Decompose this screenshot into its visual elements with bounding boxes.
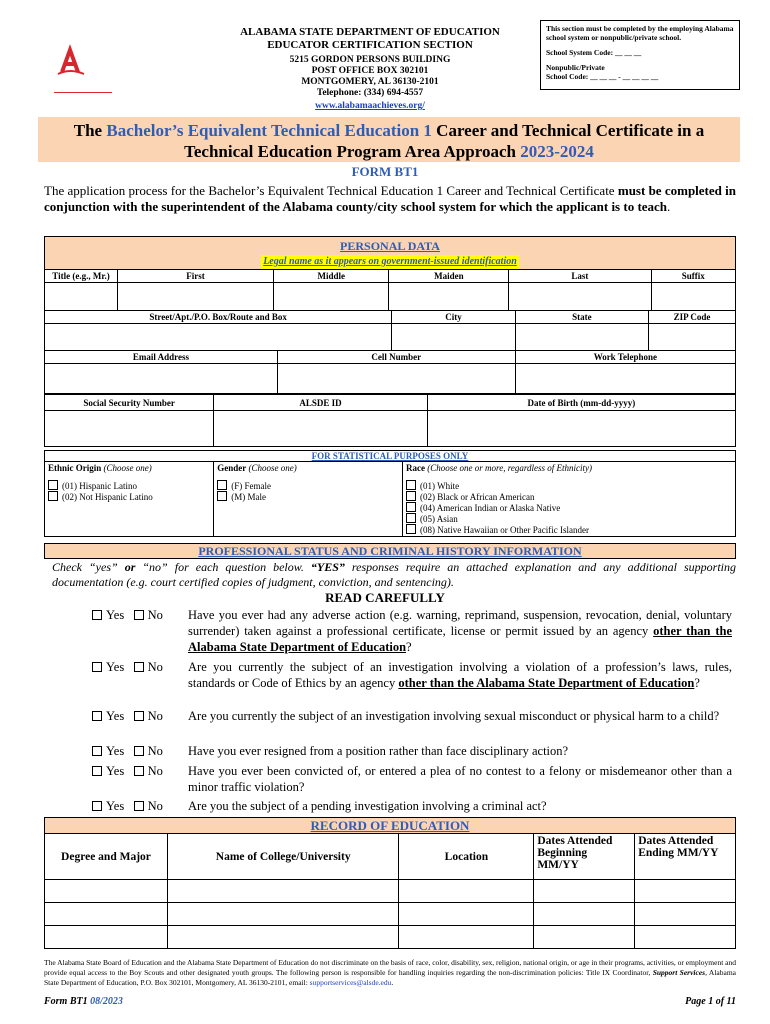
- gender-opt-m-label: (M) Male: [231, 491, 266, 502]
- professional-heading: PROFESSIONAL STATUS AND CRIMINAL HISTORY INFORMATION: [44, 543, 736, 559]
- q2-part-c: ?: [694, 676, 700, 690]
- col-alsde-id: ALSDE ID: [214, 395, 427, 411]
- race-opt-01-label: (01) White: [420, 480, 460, 491]
- first-field[interactable]: [118, 283, 274, 311]
- q5-text: Have you ever been convicted of, or entered a plea of no contest to a felony or misdemeanor other than a minor traffic violation?: [188, 764, 732, 794]
- ethnic-opt-02-label: (02) Not Hispanic Latino: [62, 491, 153, 502]
- edu-degree-3[interactable]: [45, 926, 168, 949]
- edu-location-1[interactable]: [399, 880, 534, 903]
- race-label: [403, 462, 736, 476]
- yes-label: Yes: [106, 799, 125, 813]
- title-black: Career and Technical Certificate in a Technical Education Program Area Approach: [184, 121, 705, 161]
- section-name: EDUCATOR CERTIFICATION SECTION: [267, 39, 473, 51]
- race-hint: (Choose one or more, regardless of Ethnicity): [427, 463, 593, 473]
- edu-end-2[interactable]: [635, 903, 736, 926]
- footer-form-id: Form BT1: [44, 996, 88, 1007]
- checkbox-icon[interactable]: [406, 502, 416, 512]
- col-dob: Date of Birth (mm-dd-yyyy): [427, 395, 735, 411]
- intro-normal: The application process for the Bachelor’s Equivalent Technical Education 1 Career and Technical Certificate: [44, 183, 615, 198]
- checkbox-icon[interactable]: [92, 746, 102, 756]
- ethnic-hint: (Choose one): [103, 463, 152, 473]
- checkbox-icon[interactable]: [134, 746, 144, 756]
- legal-name-note: Legal name as it appears on government-issued identification: [263, 256, 517, 267]
- race-opt-01[interactable]: [406, 480, 732, 491]
- intro-end: .: [667, 199, 671, 214]
- gender-hint: (Choose one): [248, 463, 297, 473]
- race-opt-05[interactable]: [406, 513, 732, 524]
- zip-field[interactable]: [649, 324, 736, 351]
- personal-data-heading: [44, 236, 736, 270]
- q3-yes-no: [92, 708, 188, 724]
- footer-text-1: The Alabama State Board of Education and the Alabama State Department of Education do not discriminate on the basis of race, color, disability, sex, religion, national origin, or age in their programs, activities, or employment and provide equal access to the Boy Scouts and other designated youth groups. The following person is responsible for handling inquiries regarding the non-discrimination policies: Title IX Coordinator,: [44, 958, 736, 977]
- checkbox-icon[interactable]: [217, 480, 227, 490]
- checkbox-icon[interactable]: [92, 662, 102, 672]
- checkbox-icon[interactable]: [406, 524, 416, 534]
- nondiscrimination-footer: [44, 958, 736, 988]
- q2-part-a: Are you currently the subject of an investigation involving a violation of a profession’s laws, rules, standards or Code of Ethics by an agency: [188, 660, 732, 690]
- col-middle: Middle: [274, 270, 389, 283]
- edu-begin-1[interactable]: [534, 880, 635, 903]
- col-zip: ZIP Code: [649, 311, 736, 324]
- education-table: [44, 833, 736, 949]
- footer-date: 08/2023: [90, 996, 123, 1007]
- edu-begin-2[interactable]: [534, 903, 635, 926]
- gender-label: [214, 462, 403, 476]
- gender-opt-f[interactable]: [217, 480, 399, 491]
- support-email-link[interactable]: supportservices@alsde.edu: [309, 978, 392, 987]
- col-street: Street/Apt./P.O. Box/Route and Box: [45, 311, 392, 324]
- edu-begin-3[interactable]: [534, 926, 635, 949]
- name-table: [44, 269, 736, 311]
- stat-heading: FOR STATISTICAL PURPOSES ONLY: [45, 451, 736, 462]
- yes-label: Yes: [106, 744, 125, 758]
- ethnic-options: [45, 476, 214, 537]
- title-field[interactable]: [45, 283, 118, 311]
- col-state: State: [515, 311, 648, 324]
- footer-support: Support Services: [652, 968, 706, 977]
- middle-field[interactable]: [274, 283, 389, 311]
- edu-location-2[interactable]: [399, 903, 534, 926]
- col-suffix: Suffix: [651, 270, 736, 283]
- checkbox-icon[interactable]: [217, 491, 227, 501]
- street-field[interactable]: [45, 324, 392, 351]
- ethnic-label-text: Ethnic Origin: [48, 463, 102, 473]
- edu-college-1[interactable]: [167, 880, 399, 903]
- edu-degree-1[interactable]: [45, 880, 168, 903]
- col-cell: Cell Number: [277, 351, 515, 364]
- instr-yes: “YES”: [310, 560, 345, 574]
- pobox: POST OFFICE BOX 302101: [311, 66, 429, 76]
- question-4: [92, 743, 732, 759]
- q4-text: Have you ever resigned from a position rather than face disciplinary action?: [188, 744, 569, 758]
- checkbox-icon[interactable]: [92, 711, 102, 721]
- q6-yes-no: [92, 798, 188, 814]
- city-field[interactable]: [392, 324, 516, 351]
- gender-opt-f-label: (F) Female: [231, 480, 271, 491]
- col-ssn: Social Security Number: [45, 395, 214, 411]
- col-title: Title (e.g., Mr.): [45, 270, 118, 283]
- q4-yes-no: [92, 743, 188, 759]
- statistical-table: [44, 450, 736, 537]
- race-opt-05-label: (05) Asian: [420, 513, 458, 524]
- checkbox-icon[interactable]: [92, 610, 102, 620]
- website-link[interactable]: www.alabamaachieves.org/: [315, 101, 425, 111]
- no-label: No: [147, 709, 163, 723]
- q6-text: Are you the subject of a pending investigation involving a criminal act?: [188, 799, 547, 813]
- last-field[interactable]: [509, 283, 651, 311]
- instr-or: or: [124, 560, 136, 574]
- race-opt-04-label: (04) American Indian or Alaska Native: [420, 502, 561, 513]
- checkbox-icon[interactable]: [48, 480, 58, 490]
- yes-label: Yes: [106, 608, 125, 622]
- yes-label: Yes: [106, 660, 125, 674]
- gender-options: [214, 476, 403, 537]
- q5-yes-no: [92, 763, 188, 779]
- system-code[interactable]: School System Code: __ __ __: [546, 48, 642, 57]
- private-label: Nonpublic/Private: [546, 63, 605, 72]
- q2-yes-no: [92, 659, 188, 675]
- read-carefully: READ CAREFULLY: [325, 590, 445, 605]
- checkbox-icon[interactable]: [134, 766, 144, 776]
- form-id: FORM BT1: [351, 164, 419, 179]
- col-email: Email Address: [45, 351, 278, 364]
- no-label: No: [147, 764, 163, 778]
- question-1: [92, 607, 732, 655]
- gender-opt-m[interactable]: [217, 491, 399, 502]
- col-city: City: [392, 311, 516, 324]
- q3-text: Are you currently the subject of an investigation involving sexual misconduct or physical harm to a child?: [188, 709, 720, 723]
- checkbox-icon[interactable]: [92, 766, 102, 776]
- edu-college-3[interactable]: [167, 926, 399, 949]
- checkbox-icon[interactable]: [134, 610, 144, 620]
- checkbox-icon[interactable]: [406, 513, 416, 523]
- footer-text-3: .: [391, 978, 394, 987]
- edu-end-3[interactable]: [635, 926, 736, 949]
- col-end: Dates Attended Ending MM/YY: [635, 834, 736, 880]
- edu-degree-2[interactable]: [45, 903, 168, 926]
- checkbox-icon[interactable]: [406, 480, 416, 490]
- dept-name: ALABAMA STATE DEPARTMENT OF EDUCATION: [240, 26, 500, 38]
- col-worktel: Work Telephone: [515, 351, 735, 364]
- edu-college-2[interactable]: [167, 903, 399, 926]
- no-label: No: [147, 799, 163, 813]
- checkbox-icon[interactable]: [134, 662, 144, 672]
- personal-heading: PERSONAL DATA: [340, 239, 440, 253]
- race-opt-02[interactable]: [406, 491, 732, 502]
- title-blue: Bachelor’s Equivalent Technical Education 1: [106, 121, 432, 140]
- private-code[interactable]: School Code: __ __ __ - __ __ __ __: [546, 72, 659, 81]
- yes-label: Yes: [106, 764, 125, 778]
- checkbox-icon[interactable]: [48, 491, 58, 501]
- col-college: Name of College/University: [167, 834, 399, 880]
- q2-text: [188, 659, 732, 691]
- ethnic-opt-01[interactable]: [48, 480, 210, 491]
- employer-note: This section must be completed by the employing Alabama school system or nonpublic/private school.: [546, 24, 734, 42]
- q1-part-c: ?: [406, 640, 412, 654]
- page-footer: [44, 996, 736, 1007]
- instr-1: Check “yes”: [52, 560, 118, 574]
- checkbox-icon[interactable]: [406, 491, 416, 501]
- intro-bold: must be completed in conjunction with the superintendent of the Alabama county/city school system for which the applicant is to teach: [44, 183, 736, 214]
- question-6: [92, 798, 732, 814]
- alsde-id-field[interactable]: [214, 411, 427, 447]
- phone: Telephone: (334) 694-4557: [316, 88, 424, 98]
- q1-part-a: Have you ever had any adverse action (e.g. warning, reprimand, suspension, revocation, denial, voluntary surrender) taken against a professional certificate, license or permit issued by an agency: [188, 608, 732, 638]
- race-label-text: Race: [406, 463, 426, 473]
- email-field[interactable]: [45, 364, 278, 394]
- no-label: No: [147, 608, 163, 622]
- checkbox-icon[interactable]: [134, 711, 144, 721]
- contact-table: [44, 350, 736, 394]
- state-field[interactable]: [515, 324, 648, 351]
- no-label: No: [147, 660, 163, 674]
- page-number: Page 1 of 11: [685, 996, 736, 1007]
- dob-field[interactable]: [427, 411, 735, 447]
- title-the: The: [73, 121, 103, 140]
- worktel-field[interactable]: [515, 364, 735, 394]
- building: 5215 GORDON PERSONS BUILDING: [289, 55, 451, 65]
- race-opt-08[interactable]: [406, 524, 732, 535]
- q1-text: [188, 607, 732, 655]
- col-degree: Degree and Major: [45, 834, 168, 880]
- col-last: Last: [509, 270, 651, 283]
- q1-yes-no: [92, 607, 188, 623]
- race-opt-08-label: (08) Native Hawaiian or Other Pacific Islander: [420, 524, 589, 535]
- title-year: 2023-2024: [520, 142, 594, 161]
- id-table: [44, 394, 736, 447]
- no-label: No: [147, 744, 163, 758]
- employer-code-box: [540, 20, 740, 90]
- col-maiden: Maiden: [389, 270, 509, 283]
- address-table: [44, 310, 736, 351]
- yes-label: Yes: [106, 709, 125, 723]
- suffix-field[interactable]: [651, 283, 736, 311]
- instr-2: “no” for each question below.: [142, 560, 304, 574]
- checkbox-icon[interactable]: [134, 801, 144, 811]
- education-heading: RECORD OF EDUCATION: [44, 817, 736, 834]
- city: MONTGOMERY, AL 36130-2101: [301, 77, 439, 87]
- alsde-logo: [50, 38, 120, 98]
- title-banner: [38, 117, 740, 162]
- question-3: [92, 708, 732, 724]
- col-begin: Dates Attended Beginning MM/YY: [534, 834, 635, 880]
- ethnic-label: [45, 462, 214, 476]
- question-2: [92, 659, 732, 691]
- col-location: Location: [399, 834, 534, 880]
- maiden-field[interactable]: [389, 283, 509, 311]
- q2-part-b: other than the Alabama State Department of Education: [398, 676, 695, 690]
- intro-text: [44, 183, 736, 215]
- instr-3: responses require an attached explanation and any additional supporting documentation (e.g. court certified copies of judgment, conviction, and sentencing).: [52, 560, 736, 589]
- ssn-field[interactable]: [45, 411, 214, 447]
- footer-text-2: , Alabama State Department of Education, P.O. Box 302101, Montgomery, AL 36130-2101, email:: [44, 968, 736, 987]
- edu-location-3[interactable]: [399, 926, 534, 949]
- race-options: [403, 476, 736, 537]
- race-opt-02-label: (02) Black or African American: [420, 491, 535, 502]
- q1-part-b: other than the Alabama State Department of Education: [188, 624, 732, 654]
- col-first: First: [118, 270, 274, 283]
- agency-header: [210, 26, 530, 113]
- cell-field[interactable]: [277, 364, 515, 394]
- professional-instructions: [52, 560, 736, 590]
- ethnic-opt-01-label: (01) Hispanic Latino: [62, 480, 137, 491]
- checkbox-icon[interactable]: [92, 801, 102, 811]
- edu-end-1[interactable]: [635, 880, 736, 903]
- ethnic-opt-02[interactable]: [48, 491, 210, 502]
- question-5: [92, 763, 732, 795]
- gender-label-text: Gender: [217, 463, 247, 473]
- race-opt-04[interactable]: [406, 502, 732, 513]
